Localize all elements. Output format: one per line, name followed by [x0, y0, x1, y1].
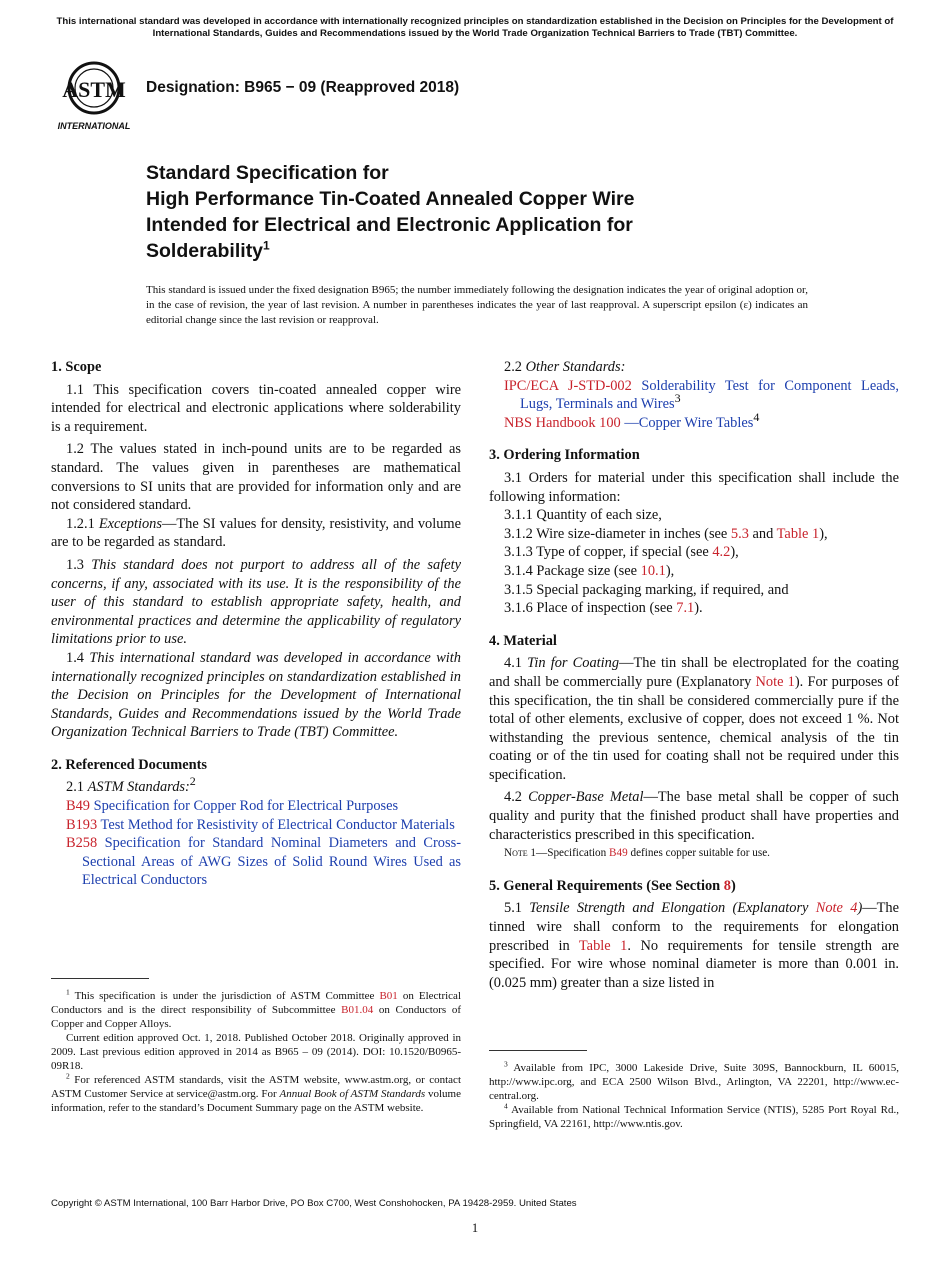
link-4-2[interactable]: 4.2 — [712, 544, 731, 561]
link-b49[interactable]: B49 — [609, 847, 628, 860]
title-line-3: Intended for Electrical and Electronic Application for — [146, 214, 633, 236]
footnote-1-edition: Current edition approved Oct. 1, 2018. Published October 2018. Originally approved in 2009. Last previous edition approved in 2014 as B965 – 09 (2014). DOI: 10.1520/B0965-09R18. — [51, 1032, 461, 1072]
link-7-1[interactable]: 7.1 — [676, 600, 695, 617]
intro-paragraph: This standard is issued under the fixed designation B965; the number immediately following the designation indicates the year of original adoption or, in the case of revision, the year of last revision. A number in parentheses indicates the year of last reapproval. A superscript epsilon (ε) indicates an editorial change since the last revision or reapproval. — [146, 284, 808, 326]
section-4-heading: 4. Material — [489, 632, 557, 649]
section-3-heading: 3. Ordering Information — [489, 447, 640, 464]
paragraph-1-1: 1.1 This specification covers tin-coated annealed copper wire intended for electrical and electronic applications where solderability is a requirement. — [51, 381, 461, 435]
paragraph-1-3: 1.3 This standard does not purport to address all of the safety concerns, if any, associated with its use. It is the responsibility of the user of this standard to establish appropriate safety, health, and environmental practices and determine the applicability of regulatory limitations prior to use. — [51, 556, 461, 648]
footnote-4: $^4$ Available from National Technical Information Service (NTIS), 5285 Port Royal Rd., Springfield, VA 22161, http://www.ntis.gov. — [489, 1101, 899, 1130]
footnote-rule — [51, 978, 149, 979]
link-section-8[interactable]: 8 — [723, 877, 731, 894]
item-3-1-4: 3.1.4 Package size (see 10.1), — [504, 562, 675, 579]
section-2-heading: 2. Referenced Documents — [51, 756, 207, 773]
right-column — [489, 358, 899, 992]
paragraph-1-4: 1.4 This international standard was developed in accordance with internationally recognized principles on standardization established in the Decision on Principles for the Development of International Standards, Guides and Recommendations issued by the World Trade Organization Technical Barriers to Trade (TBT) Committee. — [51, 649, 461, 741]
footnote-3: $^3$ Available from IPC, 3000 Lakeside Drive, Suite 309S, Bannockburn, IL 60015, http://www.ipc.org, and ECA 2500 Wilson Blvd., Arlington, VA 22201, http://www.ec-central.org. — [489, 1059, 899, 1102]
paragraph-2-2: 2.2 Other Standards: — [504, 359, 626, 375]
paragraph-1-2-1: 1.2.1 Exceptions—The SI values for density, resistivity, and volume are to be regarded as standard. — [51, 515, 461, 551]
item-3-1-3: 3.1.3 Type of copper, if special (see 4.2), — [504, 544, 739, 561]
svg-text:INTERNATIONAL: INTERNATIONAL — [57, 121, 131, 131]
astm-logo — [52, 58, 136, 134]
designation: Designation: B965 − 09 (Reapproved 2018) — [146, 79, 460, 96]
reference-b258[interactable]: B258 Specification for Standard Nominal Diameters and Cross-Sectional Areas of AWG Sizes of Solid Round Wires Used as Electrical Conductors — [66, 835, 461, 889]
title-line-2: High Performance Tin-Coated Annealed Copper Wire — [146, 188, 635, 210]
right-footnotes — [489, 1050, 899, 1131]
section-1-heading: 1. Scope — [51, 359, 102, 375]
astm-logo-icon — [52, 58, 136, 134]
paragraph-2-1: 2.1 ASTM Standards:$^2$ — [66, 774, 196, 796]
title-footnote-mark[interactable]: 1 — [263, 238, 270, 253]
reference-ipc[interactable]: IPC/ECA J-STD-002 Solderability Test for Component Leads, Lugs, Terminals and Wires$^3$ — [504, 377, 899, 413]
reference-nbs[interactable]: NBS Handbook 100 —Copper Wire Tables$^4$ — [504, 409, 760, 431]
paragraph-1-2: 1.2 The values stated in inch-pound units are to be regarded as standard. The values given in parentheses are mathematical conversions to SI units that are provided for information only and are not considered standard. — [51, 441, 461, 514]
paragraph-5-1: 5.1 Tensile Strength and Elongation (Explanatory Note 4)—The tinned wire shall conform to the requirements for elongation prescribed in Table 1. No requirements for tensile strength are specified. For wire whose nominal diameter is more than 0.001 in. (0.025 mm) greater than a size listed in — [489, 900, 900, 991]
reference-b49[interactable]: B49 Specification for Copper Rod for Electrical Purposes — [66, 798, 399, 815]
footnote-1: $^1$ This specification is under the jurisdiction of ASTM Committee B01 on Electrical Conductors and is the direct responsibility of Subcommittee B01.04 on Conductors of Copper and Copper Alloys. — [51, 987, 461, 1030]
link-b01[interactable]: B01 — [379, 990, 398, 1002]
copyright-footer: Copyright © ASTM International, 100 Barr Harbor Drive, PO Box C700, West Conshohocken, PA 19428-2959. United States — [51, 1198, 577, 1209]
paragraph-3-1: 3.1 Orders for material under this specification shall include the following information: — [489, 469, 899, 505]
footnote-rule-right — [489, 1050, 587, 1051]
page-number: 1 — [471, 1221, 479, 1235]
link-table-1[interactable]: Table 1 — [776, 525, 820, 542]
left-column — [51, 358, 461, 890]
footnote-2: $^2$ For referenced ASTM standards, visit the ASTM website, www.astm.org, or contact ASTM Customer Service at service@astm.org. For Annual Book of ASTM Standards volume information, refer to the standard’s Document Summary page on the ASTM website. — [51, 1071, 461, 1114]
paragraph-4-2: 4.2 Copper-Base Metal—The base metal shall be copper of such quality and purity that the finished product shall have properties and characteristics prescribed in this specification. — [489, 789, 899, 843]
link-note-1[interactable]: Note 1 — [755, 673, 795, 690]
link-note-4[interactable]: Note 4 — [815, 900, 858, 917]
left-footnotes — [51, 978, 461, 1115]
svg-text:ASTM: ASTM — [62, 77, 126, 102]
item-3-1-5: 3.1.5 Special packaging marking, if required, and — [504, 581, 789, 598]
link-table-1-b[interactable]: Table 1 — [578, 937, 628, 954]
link-10-1[interactable]: 10.1 — [640, 562, 666, 579]
title-line-4: Solderability$^1$ — [146, 238, 270, 262]
document-title — [146, 160, 866, 264]
note-1: Note 1—Specification B49 defines copper suitable for use. — [504, 847, 770, 860]
section-5-heading: 5. General Requirements (See Section 8) — [489, 877, 736, 894]
item-3-1-1: 3.1.1 Quantity of each size, — [504, 507, 662, 524]
title-line-1: Standard Specification for — [146, 162, 389, 184]
link-b01-04[interactable]: B01.04 — [341, 1004, 374, 1016]
paragraph-4-1: 4.1 Tin for Coating—The tin shall be electroplated for the coating and shall be commercially pure (Explanatory Note 1). For purposes of this specification, the tin shall be considered commercially pure if the total of other elements, exclusive of copper, does not exceed 1 %. Not withstanding the previous sentence, chemical analysis of the tin coating or of the tin used for coating shall not be required under this specification. — [489, 655, 899, 783]
link-5-3[interactable]: 5.3 — [730, 525, 749, 542]
item-3-1-2: 3.1.2 Wire size-diameter in inches (see 5.3 and Table 1), — [504, 525, 828, 542]
top-notice: This international standard was developed in accordance with internationally recognized principles on standardization established in the Decision on Principles for the Development of International Standards, Guides and Recommendations issued by the World Trade Organization Technical Barriers to Trade (TBT) Committee. — [56, 16, 894, 39]
item-3-1-6: 3.1.6 Place of inspection (see 7.1). — [504, 600, 703, 617]
reference-b193[interactable]: B193 Test Method for Resistivity of Electrical Conductor Materials — [66, 816, 455, 833]
